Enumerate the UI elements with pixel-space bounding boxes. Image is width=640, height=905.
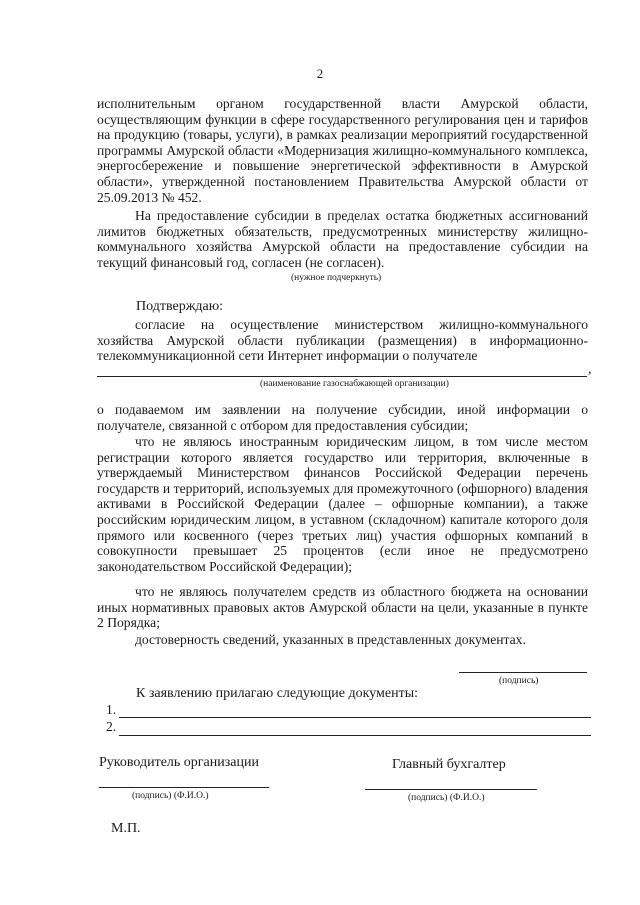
attachment-line[interactable]: [119, 735, 591, 736]
attachment-item-number: 1.: [106, 702, 117, 717]
signature-line: [459, 672, 587, 673]
hint-head-sign-fio: (подпись) (Ф.И.О.): [132, 791, 209, 801]
chief-accountant-label: Главный бухгалтер: [392, 757, 506, 772]
head-of-organization-label: Руководитель организации: [99, 755, 259, 770]
hint-underline-needed: (нужное подчеркнуть): [291, 273, 382, 283]
attachments-heading: К заявлению прилагаю следующие документы:: [136, 686, 419, 701]
accountant-signature-line: [365, 789, 537, 790]
paragraph-application-info: о подаваемом им заявлении на получение субсидии, иной информации о получателе, связанной с отбором для предоставления субсидии;: [97, 402, 588, 433]
attachment-item-number: 2.: [106, 719, 117, 734]
paragraph-not-foreign-entity: что не являюсь иностранным юридическим лицом, в том числе местом регистрации которого является государство или территория, включенные в утверждаемый Министерством финансов Российской Федерации перечень государств и территорий, используемых для промежуточного (офшорного) владения активами в Российской Федерации (далее – офшорные компании), а также российским юридическим лицом, в уставном (складочном) капитале которого доля прямого или косвенного (через третьих лиц) участия офшорных компаний в совокупности превышает 25 процентов (если иное не предусмотрено законодательством Российской Федерации);: [97, 434, 588, 574]
hint-accountant-sign-fio: (подпись) (Ф.И.О.): [408, 793, 485, 803]
paragraph-data-accuracy: достоверность сведений, указанных в представленных документах.: [135, 632, 526, 647]
hint-signature: (подпись): [499, 676, 539, 686]
page-number: 2: [316, 66, 324, 81]
stamp-place: М.П.: [111, 821, 141, 836]
paragraph-subsidy-consent: На предоставление субсидии в пределах остатка бюджетных ассигнований лимитов бюджетных обязательств, предусмотренных министерству жилищно-коммунального хозяйства Амурской области на предоставление субсидии на текущий финансовый год, согласен (не согласен).: [97, 208, 588, 270]
hint-org-name: (наименование газоснабжающей организации): [260, 379, 449, 389]
paragraph-executive-body: исполнительным органом государственной власти Амурской области, осуществляющим функции в сфере государственного регулирования цен и тарифов на продукцию (товары, услуги), в рамках реализации мероприятий государственной программы Амурской области «Модернизация жилищно-коммунального комплекса, энергосбережение и повышение энергетической эффективности в Амурской области», утвержденной постановлением Правительства Амурской области от 25.09.2013 № 452.: [97, 96, 588, 205]
paragraph-publication-consent: согласие на осуществление министерством жилищно-коммунального хозяйства Амурской области публикации (размещения) в информационно-телекоммуникационной сети Интернет информации о получателе: [97, 317, 588, 364]
org-name-line-comma: ,: [588, 362, 592, 377]
head-signature-line: [99, 787, 269, 788]
attachment-line[interactable]: [119, 717, 591, 718]
org-name-line: [97, 376, 587, 377]
confirm-heading: Подтверждаю:: [136, 299, 224, 314]
paragraph-not-recipient: что не являюсь получателем средств из областного бюджета на основании иных нормативных правовых актов Амурской области на цели, указанные в пункте 2 Порядка;: [97, 584, 588, 631]
